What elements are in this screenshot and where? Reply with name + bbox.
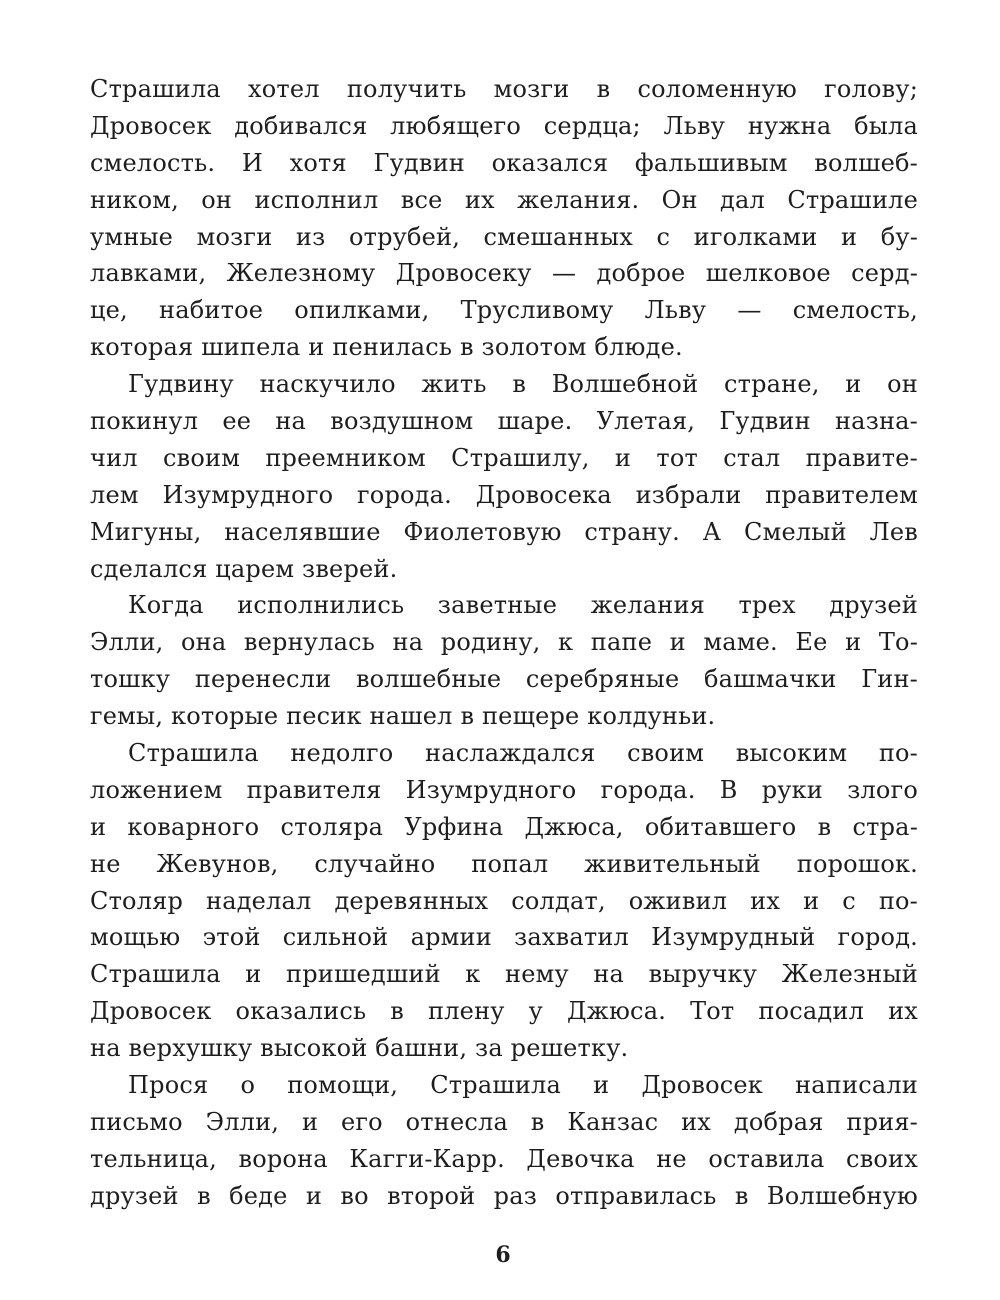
text-line: умные мозги из отрубей, смешанных с иголками и бу- [90,222,918,251]
text-line: покинул ее на воздушном шаре. Улетая, Гудвин назна- [90,407,918,436]
text-line: Элли, она вернулась на родину, к папе и маме. Ее и То- [90,628,918,657]
text-line: лем Изумрудного города. Дровосека избрали правителем [90,480,918,509]
text-line: сделался царем зверей. [90,554,398,583]
text-line: Дровосек добивался любящего сердца; Льву нужна была [90,111,918,140]
text-line: которая шипела и пенилась в золотом блюде. [90,333,683,362]
text-line: письмо Элли, и его отнесла в Канзас их добрая прия- [90,1107,918,1136]
text-line: Страшила недолго наслаждался своим высоким по- [128,739,918,768]
text-line: ложением правителя Изумрудного города. В руки злого [90,775,918,804]
text-line: Когда исполнились заветные желания трех друзей [128,591,918,620]
page-number: 6 [495,1242,511,1268]
paragraph [90,366,918,587]
text-line: це, набитое опилками, Трусливому Льву — смелость, [90,296,918,325]
text-line: и коварного столяра Урфина Джюса, обитавшего в стра- [90,812,918,841]
paragraph [90,1067,918,1215]
text-line: Мигуны, населявшие Фиолетовую страну. А Смелый Лев [90,517,918,546]
paragraph [90,587,918,735]
text-line: друзей в беде и во второй раз отправилась в Волшебную [90,1181,918,1210]
text-line: не Жевунов, случайно попал живительный порошок. [90,849,918,878]
text-line: Страшила хотел получить мозги в соломенную голову; [90,75,918,103]
text-line: лавками, Железному Дровосеку — доброе шелковое серд- [90,259,918,288]
text-line: на верхушку высокой башни, за решетку. [90,1034,629,1063]
text-line: гемы, которые песик нашел в пещере колдуньи. [90,702,716,731]
paragraph [90,735,918,1067]
text-line: Прося о помощи, Страшила и Дровосек написали [128,1071,918,1100]
text-line: чил своим преемником Страшилу, и тот стал правите- [90,443,918,472]
text-line: Страшила и пришедший к нему на выручку Железный [90,960,918,989]
text-line: Гудвину наскучило жить в Волшебной стране, и он [128,370,918,399]
text-line: ником, он исполнил все их желания. Он дал Страшиле [90,185,918,214]
text-line: тельница, ворона Кагги-Карр. Девочка не оставила своих [90,1144,918,1173]
text-line: Дровосек оказались в плену у Джюса. Тот посадил их [90,997,918,1026]
text-line: смелость. И хотя Гудвин оказался фальшивым волшеб- [90,148,918,177]
text-line: тошку перенесли волшебные серебряные башмачки Гин- [90,665,918,694]
paragraph [90,71,918,366]
text-line: мощью этой сильной армии захватил Изумрудный город. [90,923,918,952]
text-line: Столяр наделал деревянных солдат, оживил их и с по- [90,886,918,915]
page-body-text [90,71,918,1215]
